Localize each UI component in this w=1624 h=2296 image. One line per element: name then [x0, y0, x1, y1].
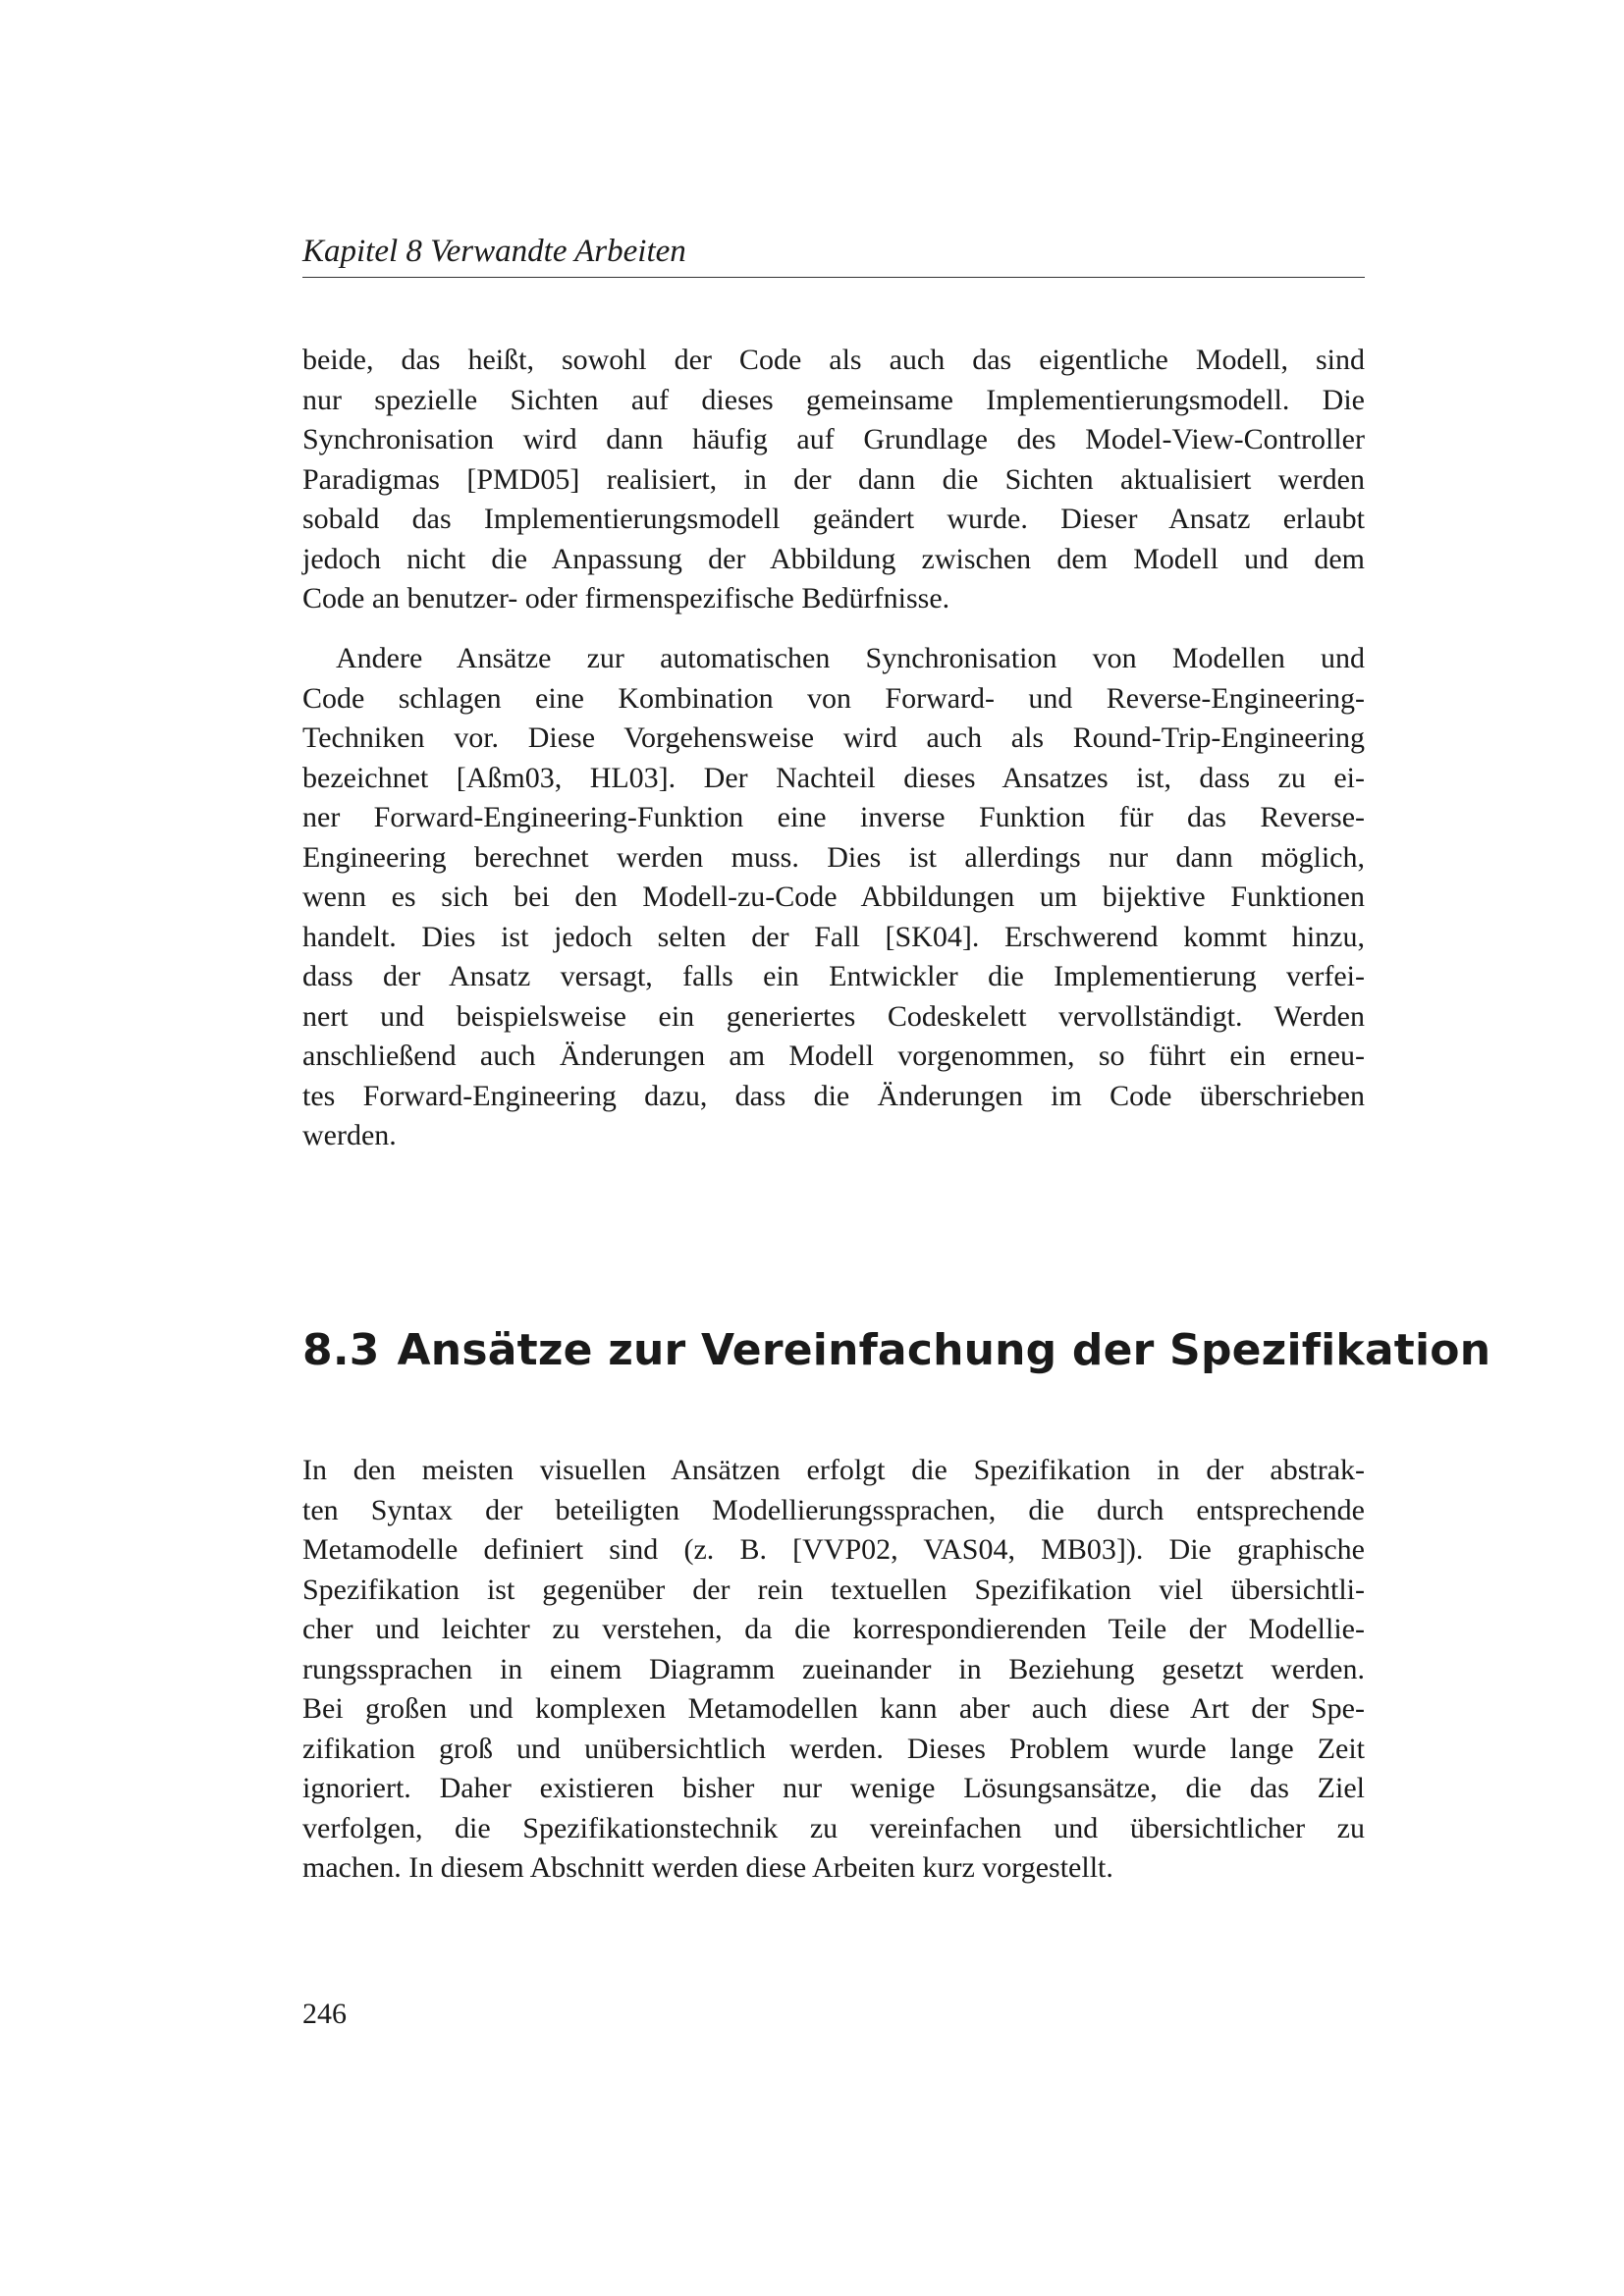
paragraph-line: ignoriert. Daher existieren bisher nur wenige Lösungsansätze, die das Ziel: [302, 1772, 1365, 1804]
paragraph-line: sobald das Implementierungsmodell geändert wurde. Dieser Ansatz erlaubt: [302, 503, 1365, 535]
paragraph-line: handelt. Dies ist jedoch selten der Fall [SK04]. Erschwerend kommt hinzu,: [302, 920, 1365, 953]
paragraph-line: Engineering berechnet werden muss. Dies ist allerdings nur dann möglich,: [302, 840, 1365, 874]
paragraph-line: verfolgen, die Spezifikationstechnik zu vereinfachen und übersichtlicher zu: [302, 1811, 1365, 1844]
paragraph-line: bezeichnet [Aßm03, HL03]. Der Nachteil dieses Ansatzes ist, dass zu ei-: [302, 761, 1365, 794]
paragraph-line: Code schlagen eine Kombination von Forward- und Reverse-Engineering-: [302, 681, 1365, 715]
page-number: 246: [302, 1998, 347, 2030]
running-header: Kapitel 8 Verwandte Arbeiten: [302, 234, 686, 269]
paragraph-3: [302, 1451, 1365, 1889]
paragraph-line: Techniken vor. Diese Vorgehensweise wird auch als Round-Trip-Engineering: [302, 721, 1365, 754]
paragraph-line: jedoch nicht die Anpassung der Abbildung zwischen dem Modell und dem: [302, 542, 1365, 575]
paragraph-line: beide, das heißt, sowohl der Code als auch das eigentliche Modell, sind: [302, 344, 1365, 376]
paragraph-line: rungssprachen in einem Diagramm zueinander in Beziehung gesetzt werden.: [302, 1652, 1365, 1685]
paragraph-line: nur spezielle Sichten auf dieses gemeinsame Implementierungsmodell. Die: [302, 383, 1365, 416]
paragraph-line: nert und beispielsweise ein generiertes Codeskelett vervollständigt. Werden: [302, 999, 1365, 1033]
paragraph-line: Spezifikation ist gegenüber der rein textuellen Spezifikation viel übersichtli-: [302, 1573, 1365, 1606]
paragraph-line: anschließend auch Änderungen am Modell vorgenommen, so führt ein erneu-: [302, 1040, 1365, 1072]
paragraph-line: Bei großen und komplexen Metamodellen kann aber auch diese Art der Spe-: [302, 1692, 1365, 1725]
paragraph-line: ten Syntax der beteiligten Modellierungssprachen, die durch entsprechende: [302, 1493, 1365, 1526]
section-title: Ansätze zur Vereinfachung der Spezifikation: [397, 1325, 1491, 1375]
paragraph-line: Paradigmas [PMD05] realisiert, in der dann die Sichten aktualisiert werden: [302, 462, 1365, 496]
paragraph-line: ner Forward-Engineering-Funktion eine inverse Funktion für das Reverse-: [302, 801, 1365, 833]
paragraph-line: machen. In diesem Abschnitt werden diese Arbeiten kurz vorgestellt.: [302, 1851, 1113, 1884]
paragraph-line: tes Forward-Engineering dazu, dass die Änderungen im Code überschrieben: [302, 1079, 1365, 1112]
paragraph-2: [302, 639, 1365, 1156]
section-heading: [302, 1323, 1491, 1378]
paragraph-line: zifikation groß und unübersichtlich werden. Dieses Problem wurde lange Zeit: [302, 1732, 1365, 1765]
paragraph-1: [302, 341, 1365, 619]
paragraph-line: werden.: [302, 1119, 397, 1151]
paragraph-line: Metamodelle definiert sind (z. B. [VVP02, VAS04, MB03]). Die graphische: [302, 1533, 1365, 1566]
paragraph-line: In den meisten visuellen Ansätzen erfolgt die Spezifikation in der abstrak-: [302, 1454, 1365, 1486]
paragraph-line: Andere Ansätze zur automatischen Synchronisation von Modellen und: [336, 642, 1365, 674]
paragraph-line: dass der Ansatz versagt, falls ein Entwickler die Implementierung verfei-: [302, 960, 1365, 992]
header-rule: [302, 277, 1365, 278]
paragraph-line: wenn es sich bei den Modell-zu-Code Abbildungen um bijektive Funktionen: [302, 881, 1365, 913]
section-number: 8.3: [302, 1325, 380, 1375]
paragraph-line: cher und leichter zu verstehen, da die korrespondierenden Teile der Modellie-: [302, 1613, 1365, 1645]
paragraph-line: Synchronisation wird dann häufig auf Grundlage des Model-View-Controller: [302, 423, 1365, 455]
paragraph-line: Code an benutzer- oder firmenspezifische Bedürfnisse.: [302, 582, 950, 614]
